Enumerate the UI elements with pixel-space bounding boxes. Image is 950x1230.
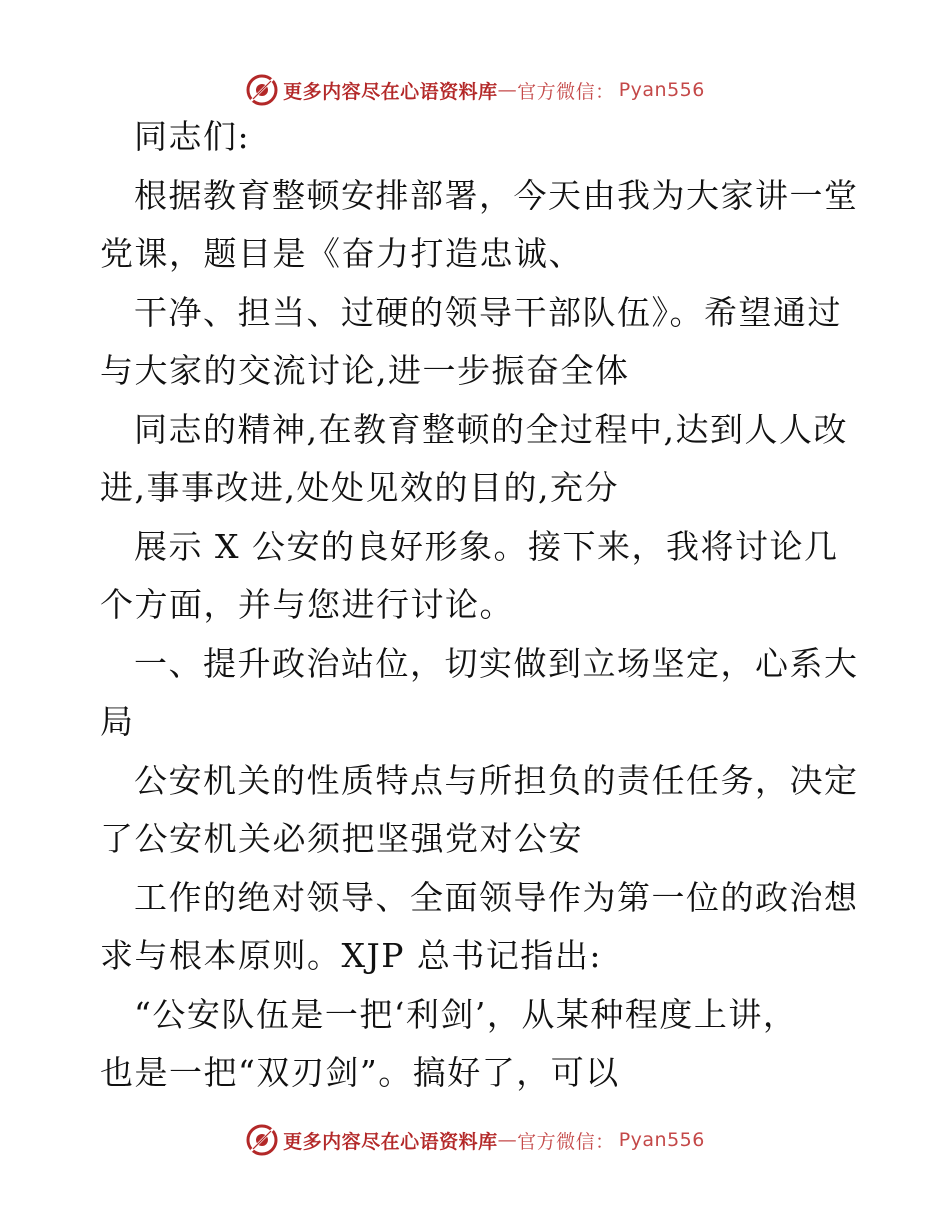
text-line: 公安机关的性质特点与所担负的责任任务，决定 [134,760,859,800]
text-line: “公安队伍是一把‘利剑’，从某种程度上讲， [134,994,798,1034]
watermark-separator: — [497,1129,518,1151]
watermark-site-text: 更多内容尽在心语资料库 [283,1130,498,1153]
watermark-separator: — [497,79,518,101]
text-line: 局 [100,702,135,741]
text-line: 同志的精神,在教育整顿的全过程中,达到人人改 [134,409,848,449]
watermark-label: 官方微信： [517,80,615,103]
text-line: 个方面，并与您进行讨论。 [100,585,514,624]
text-line: 工作的绝对领导、全面领导作为第一位的政治想 [134,877,859,917]
watermark-site-text: 更多内容尽在心语资料库 [283,80,498,103]
text-line: 了公安机关必须把坚强党对公安 [100,819,583,858]
text-line: 进,事事改进,处处见效的目的,充分 [100,468,619,507]
text-line: 同志们: [134,117,251,156]
quill-logo-icon [245,1123,279,1157]
text-line: 干净、担当、过硬的领导干部队伍》。希望通过 [134,292,842,332]
watermark-wechat-id: Pyan556 [618,1129,705,1151]
text-line: 也是一把“双刃剑”。搞好了，可以 [100,1053,620,1092]
text-line: 一、提升政治站位，切实做到立场坚定，心系大 [134,643,859,683]
watermark-footer [0,1120,950,1160]
watermark-wechat-id: Pyan556 [618,79,705,101]
text-line: 求与根本原则。XJP 总书记指出: [100,936,603,975]
watermark-header [0,70,950,110]
watermark-label: 官方微信： [517,1130,615,1153]
text-line: 展示 X 公安的良好形象。接下来，我将讨论几 [134,526,839,566]
text-line: 根据教育整顿安排部署，今天由我为大家讲一堂 [134,175,859,215]
text-line: 与大家的交流讨论,进一步振奋全体 [100,351,630,390]
text-line: 党课，题目是《奋力打造忠诚、 [100,234,583,273]
quill-logo-icon [245,73,279,107]
